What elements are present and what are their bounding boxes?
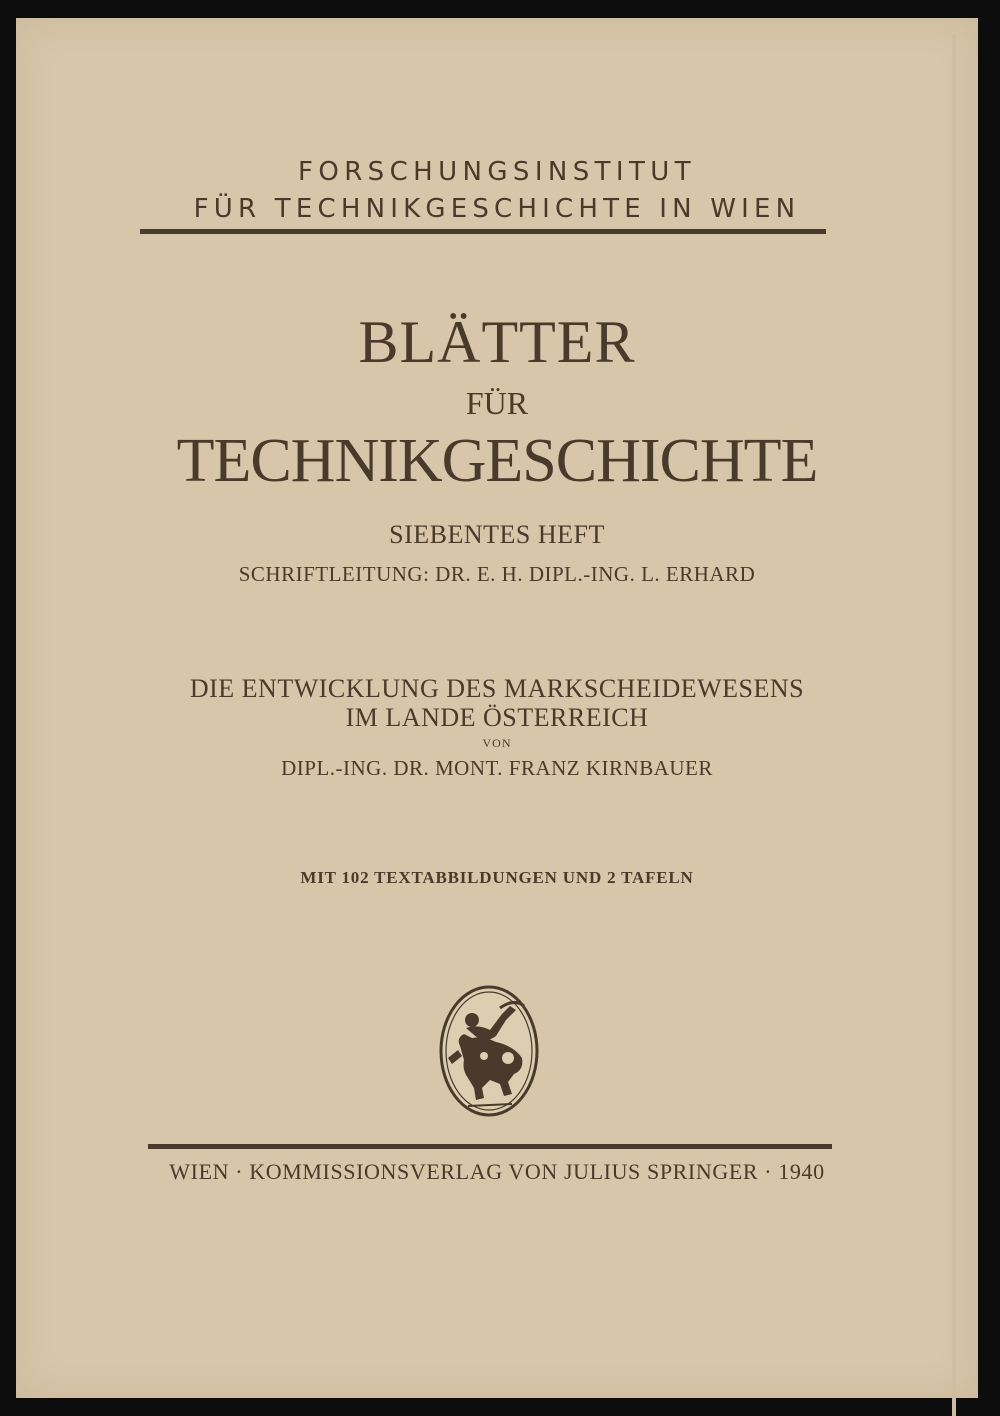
issue-label: SIEBENTES HEFT bbox=[389, 520, 605, 549]
book-cover bbox=[16, 18, 978, 1398]
publisher-line: WIEN · KOMMISSIONSVERLAG VON JULIUS SPRINGER · 1940 bbox=[169, 1159, 825, 1184]
series-title-line-3: TECHNIKGESCHICHTE bbox=[176, 427, 818, 495]
work-title-line-2: IM LANDE ÖSTERREICH bbox=[345, 703, 649, 732]
bottom-rule bbox=[148, 1144, 832, 1149]
institute-line-2: FÜR TECHNIKGESCHICHTE IN WIEN bbox=[193, 194, 801, 224]
top-rule bbox=[140, 229, 826, 234]
by-label: VON bbox=[482, 736, 512, 750]
illustrations-note: MIT 102 TEXTABBILDUNGEN UND 2 TAFELN bbox=[300, 868, 694, 887]
editor-line: SCHRIFTLEITUNG: DR. E. H. DIPL.-ING. L. ERHARD bbox=[238, 562, 756, 586]
series-title-line-2: FÜR bbox=[465, 385, 529, 421]
institute-line-1: FORSCHUNGSINSTITUT bbox=[298, 157, 696, 187]
work-title-line-1: DIE ENTWICKLUNG DES MARKSCHEIDEWESENS bbox=[189, 674, 805, 703]
springer-horseman-emblem-icon bbox=[438, 984, 540, 1118]
series-title-line-1: BLÄTTER bbox=[358, 309, 636, 375]
author-line: DIPL.-ING. DR. MONT. FRANZ KIRNBAUER bbox=[281, 756, 713, 780]
